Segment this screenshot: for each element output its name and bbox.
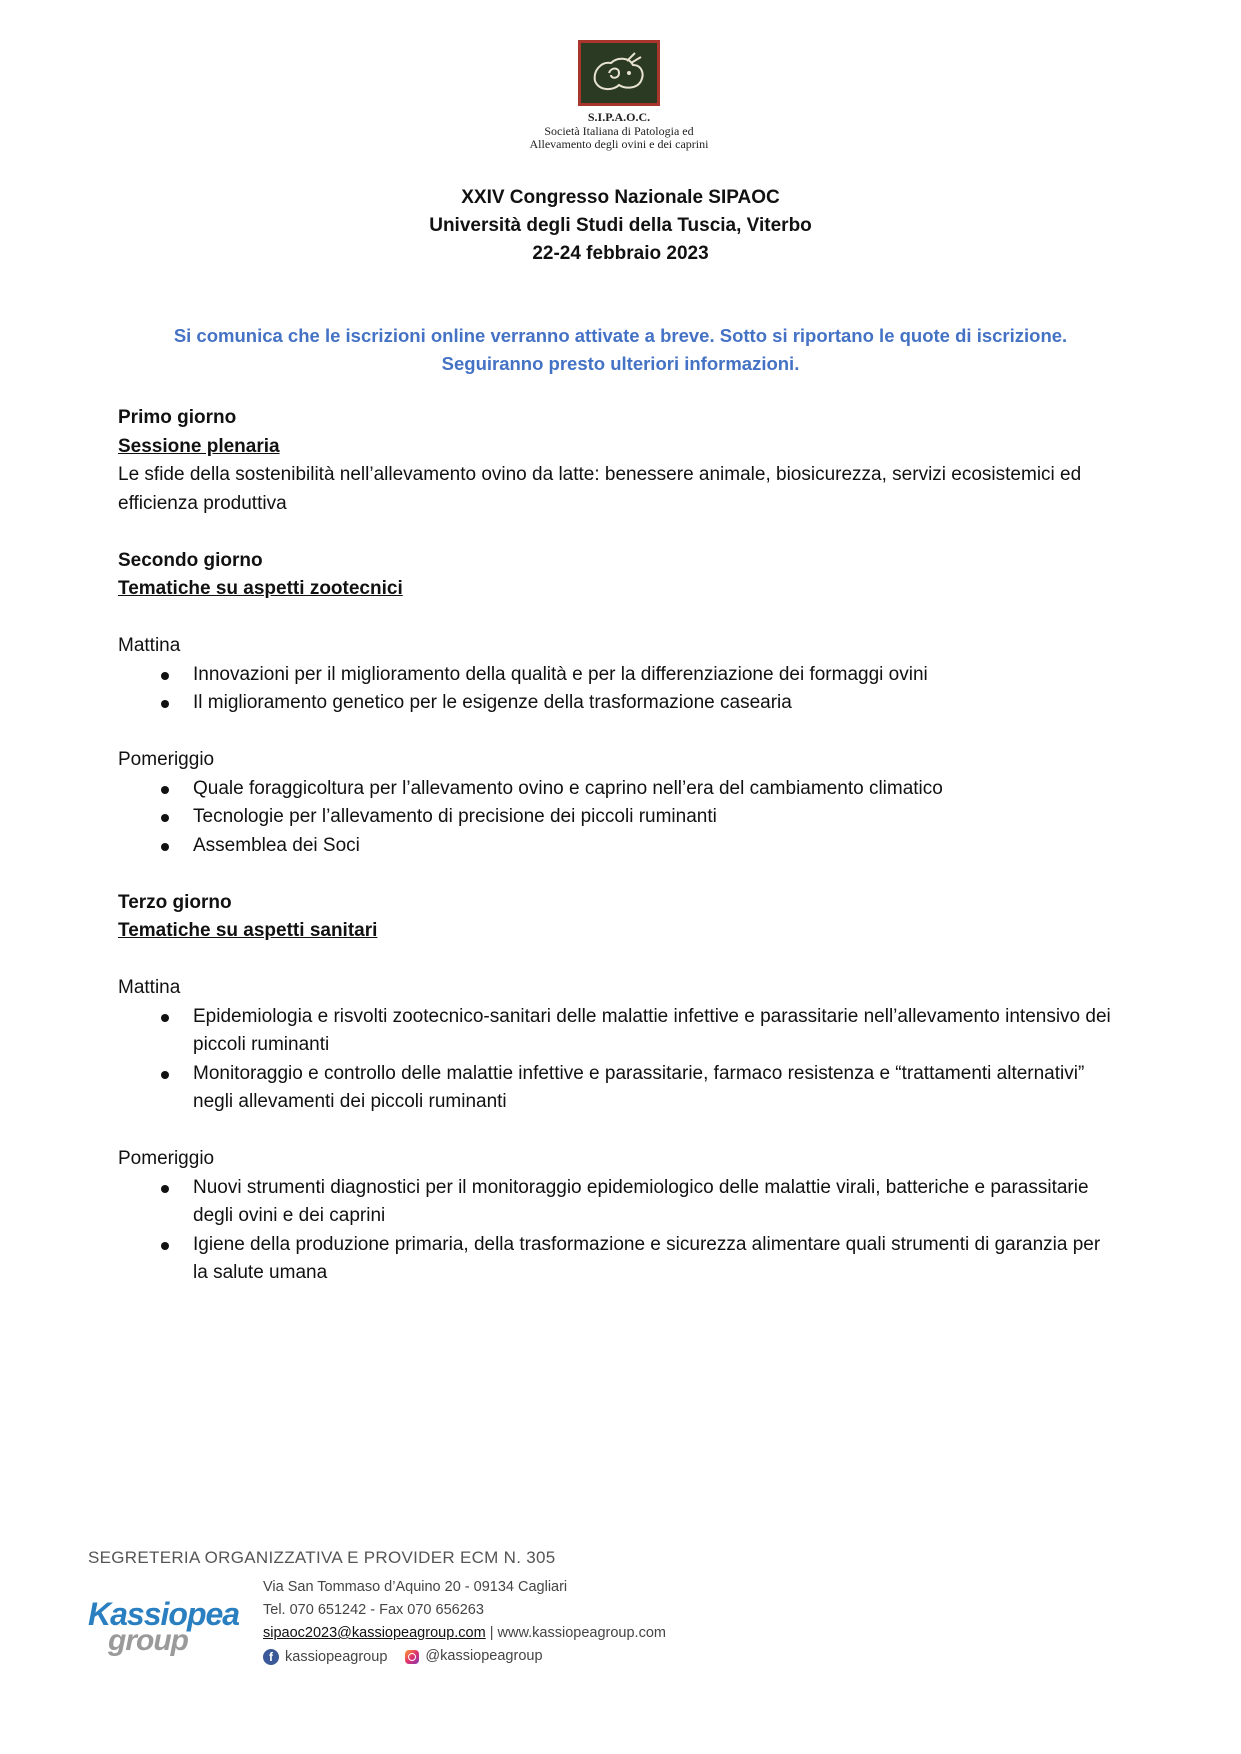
facebook-icon: f (263, 1649, 279, 1665)
logo-line-2: Allevamento degli ovini e dei caprini (529, 137, 709, 151)
footer-website-link[interactable]: | www.kassiopeagroup.com (489, 1625, 666, 1641)
day3-morning-list (118, 1003, 1118, 1117)
list-item: Monitoraggio e controllo delle malattie infettive e parassitarie, farmaco resistenza e “trattamenti alternativi” negli allevamenti dei piccoli ruminanti (118, 1060, 1118, 1117)
day2-session: Tematiche su aspetti zootecnici (118, 578, 403, 599)
facebook-handle: kassiopeagroup (285, 1648, 388, 1665)
day2-title: Secondo giorno (118, 549, 263, 571)
congress-header (0, 184, 1241, 268)
footer-address: Via San Tommaso d’Aquino 20 - 09134 Cagliari (263, 1579, 568, 1595)
notice-line-2: Seguiranno presto ulteriori informazioni. (441, 353, 800, 374)
logo-abbreviation: S.I.P.A.O.C. (587, 110, 651, 124)
day3-session: Tematiche su aspetti sanitari (118, 920, 378, 941)
kassiopea-logo (88, 1596, 248, 1662)
list-item: Quale foraggicoltura per l’allevamento ovino e caprino nell’era del cambiamento climatico (118, 775, 1118, 804)
day1-title: Primo giorno (118, 407, 237, 428)
sheep-goat-emblem-icon (589, 51, 649, 95)
list-item: Igiene della produzione primaria, della trasformazione e sicurezza alimentare quali strumenti di garanzia per la salute umana (118, 1231, 1118, 1288)
instagram-link[interactable] (405, 1645, 542, 1668)
footer-phone: Tel. 070 651242 - Fax 070 656263 (263, 1602, 484, 1618)
day2-afternoon-label: Pomeriggio (118, 749, 215, 770)
registration-notice (100, 322, 1141, 378)
footer-heading: SEGRETERIA ORGANIZZATIVA E PROVIDER ECM N. 305 (88, 1548, 556, 1567)
day3-afternoon-label: Pomeriggio (118, 1148, 215, 1169)
list-item: Il miglioramento genetico per le esigenze della trasformazione casearia (118, 689, 1118, 718)
brand-name-bottom: group (108, 1624, 188, 1657)
day3-title: Terzo giorno (118, 891, 232, 913)
day2-morning-list (118, 661, 1118, 718)
footer-contacts (263, 1576, 666, 1669)
day3-afternoon-list (118, 1174, 1118, 1288)
instagram-icon (405, 1650, 419, 1664)
congress-dates: 22-24 febbraio 2023 (532, 243, 709, 264)
list-item: Innovazioni per il miglioramento della qualità e per la differenziazione dei formaggi ovini (118, 661, 1118, 690)
day1-session: Sessione plenaria (118, 435, 280, 457)
congress-title: XXIV Congresso Nazionale SIPAOC (461, 187, 780, 208)
brand-name-top: Kassiopea (88, 1596, 240, 1632)
day2-afternoon-list (118, 775, 1118, 861)
list-item: Epidemiologia e risvolti zootecnico-sanitari delle malattie infettive e parassitarie nell’allevamento intensivo dei piccoli ruminanti (118, 1003, 1118, 1060)
instagram-handle: @kassiopeagroup (425, 1648, 543, 1664)
day3-morning-label: Mattina (118, 977, 181, 998)
footer (88, 1548, 808, 1678)
list-item: Assemblea dei Soci (118, 832, 1118, 861)
facebook-link[interactable] (263, 1646, 387, 1669)
notice-line-1: Si comunica che le iscrizioni online verranno attivate a breve. Sotto si riportano le quote di iscrizione. (173, 325, 1068, 346)
footer-email-link[interactable]: sipaoc2023@kassiopeagroup.com (263, 1625, 486, 1641)
day2-morning-label: Mattina (118, 635, 181, 656)
program-content (118, 404, 1118, 1288)
day1-text: Le sfide della sostenibilità nell’allevamento ovino da latte: benessere animale, biosicurezza, servizi ecosistemici ed efficienza produttiva (118, 464, 1082, 514)
list-item: Tecnologie per l’allevamento di precisione dei piccoli ruminanti (118, 803, 1118, 832)
sipaoc-logo (512, 36, 726, 154)
logo-line-1: Società Italiana di Patologia ed (544, 124, 694, 138)
congress-venue: Università degli Studi della Tuscia, Viterbo (429, 215, 812, 236)
list-item: Nuovi strumenti diagnostici per il monitoraggio epidemiologico delle malattie virali, batteriche e parassitarie degli ovini e dei caprini (118, 1174, 1118, 1231)
logo-emblem (578, 40, 660, 106)
